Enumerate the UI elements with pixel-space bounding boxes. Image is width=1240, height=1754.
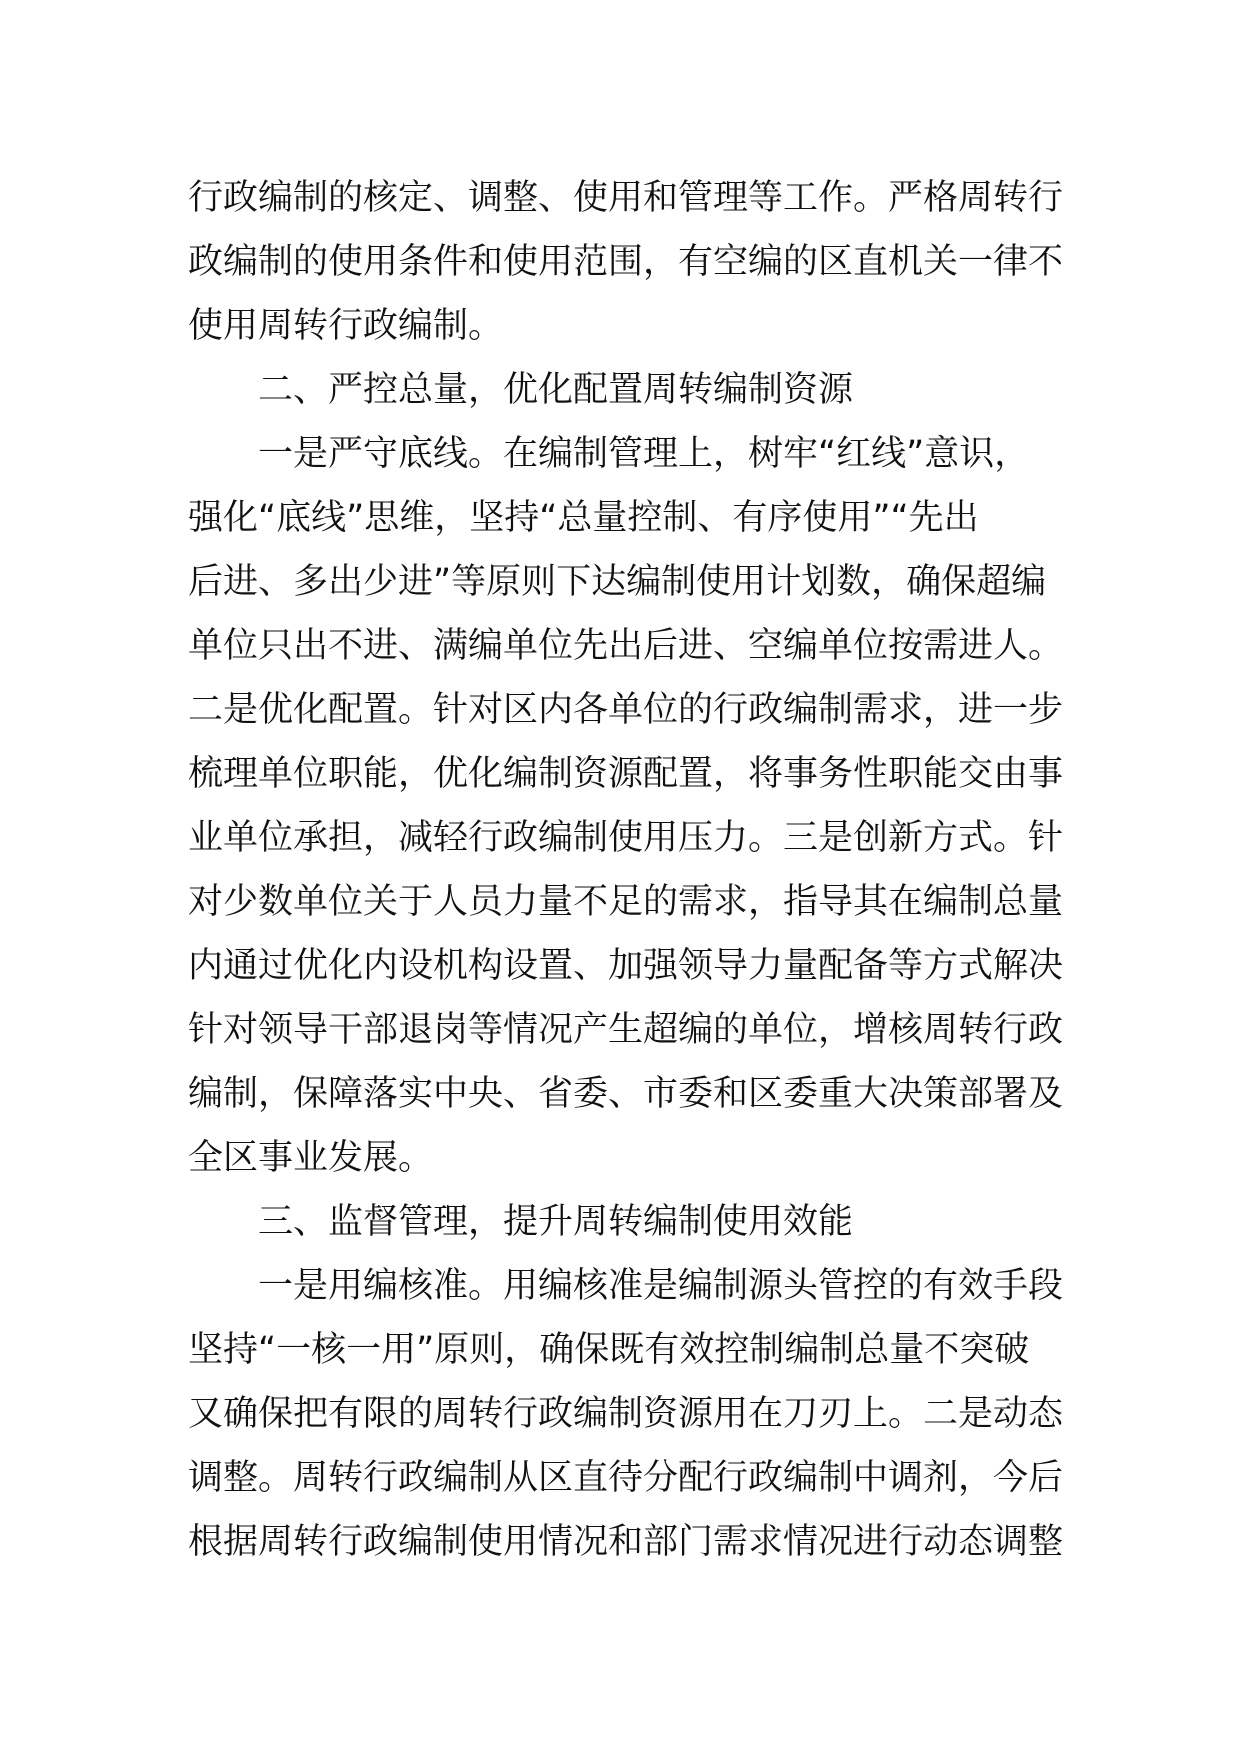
section-heading-3: 三、监督管理，提升周转编制使用效能 bbox=[258, 1202, 854, 1242]
text-line-11: 业单位承担，减轻行政编制使用压力。三是创新方式。针 bbox=[188, 818, 1064, 858]
text-line-7: 后进、多出少进”等原则下达编制使用计划数，确保超编 bbox=[188, 562, 1047, 602]
text-line-15: 编制，保障落实中央、省委、市委和区委重大决策部署及 bbox=[188, 1074, 1064, 1114]
text-line-19: 坚持“一核一用”原则，确保既有效控制编制总量不突破 bbox=[188, 1330, 1030, 1370]
text-line-21: 调整。周转行政编制从区直待分配行政编制中调剂，今后 bbox=[188, 1458, 1064, 1498]
text-line-20: 又确保把有限的周转行政编制资源用在刀刃上。二是动态 bbox=[188, 1394, 1064, 1434]
text-line-6: 强化“底线”思维，坚持“总量控制、有序使用”“先出 bbox=[188, 498, 979, 538]
text-line-13: 内通过优化内设机构设置、加强领导力量配备等方式解决 bbox=[188, 946, 1064, 986]
text-line-5: 一是严守底线。在编制管理上，树牢“红线”意识， bbox=[258, 434, 1030, 474]
text-line-12: 对少数单位关于人员力量不足的需求，指导其在编制总量 bbox=[188, 882, 1064, 922]
text-line-18: 一是用编核准。用编核准是编制源头管控的有效手段 bbox=[258, 1266, 1064, 1306]
text-line-9: 二是优化配置。针对区内各单位的行政编制需求，进一步 bbox=[188, 690, 1064, 730]
text-line-14: 针对领导干部退岗等情况产生超编的单位，增核周转行政 bbox=[188, 1010, 1064, 1050]
text-line-16: 全区事业发展。 bbox=[188, 1138, 434, 1178]
text-line-1: 行政编制的核定、调整、使用和管理等工作。严格周转行 bbox=[188, 178, 1064, 218]
section-heading-2: 二、严控总量，优化配置周转编制资源 bbox=[258, 370, 854, 410]
text-line-22: 根据周转行政编制使用情况和部门需求情况进行动态调整 bbox=[188, 1522, 1064, 1562]
text-line-10: 梳理单位职能，优化编制资源配置，将事务性职能交由事 bbox=[188, 754, 1064, 794]
text-line-2: 政编制的使用条件和使用范围，有空编的区直机关一律不 bbox=[188, 242, 1064, 282]
text-line-3: 使用周转行政编制。 bbox=[188, 306, 504, 346]
text-line-8: 单位只出不进、满编单位先出后进、空编单位按需进人。 bbox=[188, 626, 1064, 666]
